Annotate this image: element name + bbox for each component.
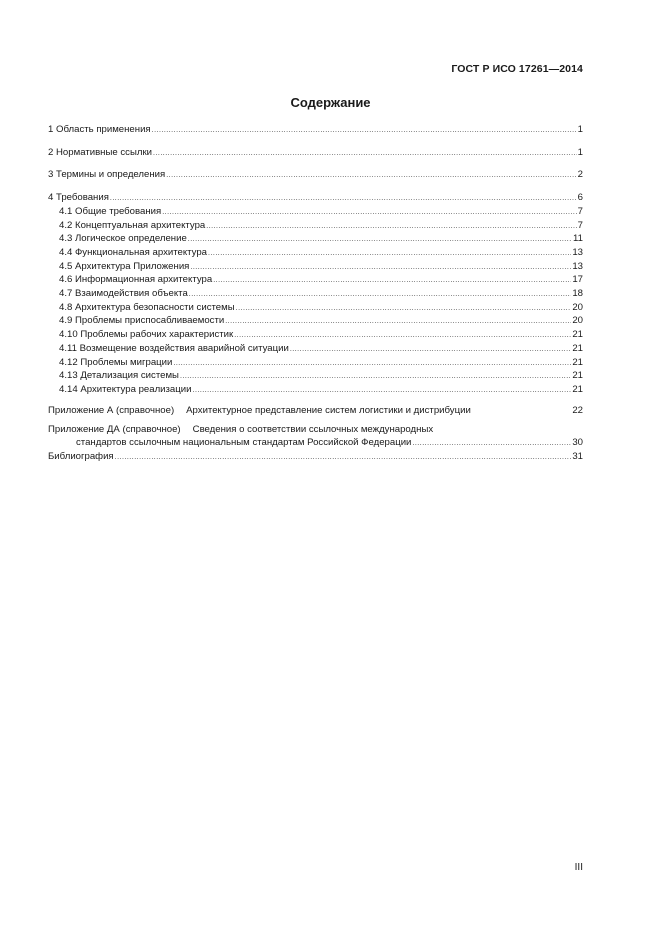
toc-subentry[interactable] xyxy=(48,247,583,261)
leader-dots xyxy=(188,233,572,247)
toc-appendix-da[interactable] xyxy=(48,424,583,437)
document-header: ГОСТ Р ИСО 17261—2014 xyxy=(451,63,583,75)
leader-dots xyxy=(213,274,571,288)
leader-dots xyxy=(180,370,571,384)
toc-subentry[interactable] xyxy=(48,329,583,343)
toc-subentry-page: 11 xyxy=(573,233,583,245)
toc-subentry-label: 4.9 Проблемы приспосабливаемости xyxy=(59,315,225,327)
toc-entry-page: 1 xyxy=(577,146,583,158)
toc-subentry-label: 4.2 Концептуальная архитектура xyxy=(59,219,206,231)
toc-subentry-page: 21 xyxy=(572,356,583,368)
toc-subentry[interactable] xyxy=(48,261,583,275)
toc-entry-2[interactable] xyxy=(48,147,583,161)
toc-entry-1[interactable] xyxy=(48,124,583,138)
bibliography-page: 31 xyxy=(572,450,583,462)
toc-title: Содержание xyxy=(290,95,371,110)
toc-subentry-page: 13 xyxy=(572,246,583,258)
toc-appendix-a[interactable] xyxy=(48,405,583,418)
toc-entry-label: 3 Термины и определения xyxy=(48,169,166,181)
leader-dots xyxy=(193,384,572,398)
leader-dots xyxy=(189,288,572,302)
bibliography-label: Библиография xyxy=(48,450,114,462)
toc-subentry-page: 20 xyxy=(572,315,583,327)
toc-subentry-page: 18 xyxy=(572,288,583,300)
leader-dots xyxy=(225,315,571,329)
toc-entry-label: 2 Нормативные ссылки xyxy=(48,146,153,158)
toc-subentry-label: 4.6 Информационная архитектура xyxy=(59,274,213,286)
toc-subentry-label: 4.5 Архитектура Приложения xyxy=(59,260,190,272)
leader-dots xyxy=(166,169,576,183)
leader-dots xyxy=(290,343,571,357)
toc-subentry-label: 4.3 Логическое определение xyxy=(59,233,187,245)
leader-dots xyxy=(173,357,571,371)
toc-subentry[interactable] xyxy=(48,315,583,329)
toc-subentry[interactable] xyxy=(48,357,583,371)
toc-subentry-label: 4.1 Общие требования xyxy=(59,205,162,217)
leader-dots xyxy=(190,261,571,275)
toc-subentry[interactable] xyxy=(48,302,583,316)
toc-subentry-page: 17 xyxy=(572,274,583,286)
toc-entry-page: 6 xyxy=(577,192,583,204)
toc-subentry-page: 13 xyxy=(572,260,583,272)
leader-dots xyxy=(153,147,577,161)
toc-entry-4[interactable] xyxy=(48,192,583,206)
leader-dots xyxy=(162,206,576,220)
appendix-da-title-line2: стандартов ссылочным национальным стандартам Российской Федерации xyxy=(76,437,412,449)
toc-appendix-da-continuation[interactable] xyxy=(48,437,583,451)
toc-subentry[interactable] xyxy=(48,384,583,398)
appendix-a-kind: Приложение А (справочное) xyxy=(48,404,175,416)
toc-subentry[interactable] xyxy=(48,233,583,247)
toc-subentry[interactable] xyxy=(48,274,583,288)
leader-dots xyxy=(234,329,571,343)
appendix-da-page: 30 xyxy=(572,437,583,449)
appendix-da-kind: Приложение ДА (справочное) xyxy=(48,424,181,436)
leader-dots xyxy=(412,437,571,451)
toc-subentry-page: 7 xyxy=(577,205,583,217)
toc-subentry[interactable] xyxy=(48,370,583,384)
leader-dots xyxy=(110,192,577,206)
leader-dots xyxy=(236,302,572,316)
table-of-contents xyxy=(48,124,583,464)
toc-subentry-page: 21 xyxy=(572,329,583,341)
toc-subentry[interactable] xyxy=(48,220,583,234)
toc-subentry[interactable] xyxy=(48,343,583,357)
toc-subentry-page: 21 xyxy=(572,383,583,395)
toc-subentry[interactable] xyxy=(48,288,583,302)
toc-entry-page: 1 xyxy=(577,124,583,135)
leader-dots xyxy=(206,220,576,234)
leader-dots xyxy=(115,451,572,465)
toc-entry-3[interactable] xyxy=(48,169,583,183)
appendix-da-title-line1: Сведения о соответствии ссылочных международных xyxy=(192,424,434,436)
toc-subentry-page: 21 xyxy=(572,370,583,382)
appendix-a-desc xyxy=(186,405,583,418)
toc-entry-page: 2 xyxy=(577,169,583,181)
toc-subentry-label: 4.4 Функциональная архитектура xyxy=(59,246,208,258)
toc-subentry-label: 4.10 Проблемы рабочих характеристик xyxy=(59,329,234,341)
toc-subentry-label: 4.14 Архитектура реализации xyxy=(59,383,192,395)
appendix-a-page: 22 xyxy=(572,404,583,416)
toc-subentry-label: 4.11 Возмещение воздействия аварийной ситуации xyxy=(59,342,289,354)
appendix-a-title: Архитектурное представление систем логистики и дистрибуции xyxy=(186,404,471,416)
page-number: III xyxy=(574,862,583,873)
leader-dots xyxy=(208,247,571,261)
toc-subentry-page: 21 xyxy=(572,342,583,354)
toc-entry-label: 1 Область применения xyxy=(48,124,151,135)
toc-entry-label: 4 Требования xyxy=(48,192,109,204)
toc-subentry-page: 20 xyxy=(572,301,583,313)
leader-dots xyxy=(152,124,577,138)
toc-subentry-label: 4.12 Проблемы миграции xyxy=(59,356,173,368)
toc-subentry-label: 4.7 Взаимодействия объекта xyxy=(59,288,188,300)
toc-subentry-label: 4.13 Детализация системы xyxy=(59,370,179,382)
toc-subentry-page: 7 xyxy=(577,219,583,231)
toc-subentry[interactable] xyxy=(48,206,583,220)
toc-bibliography[interactable] xyxy=(48,451,583,465)
toc-subentry-label: 4.8 Архитектура безопасности системы xyxy=(59,301,235,313)
